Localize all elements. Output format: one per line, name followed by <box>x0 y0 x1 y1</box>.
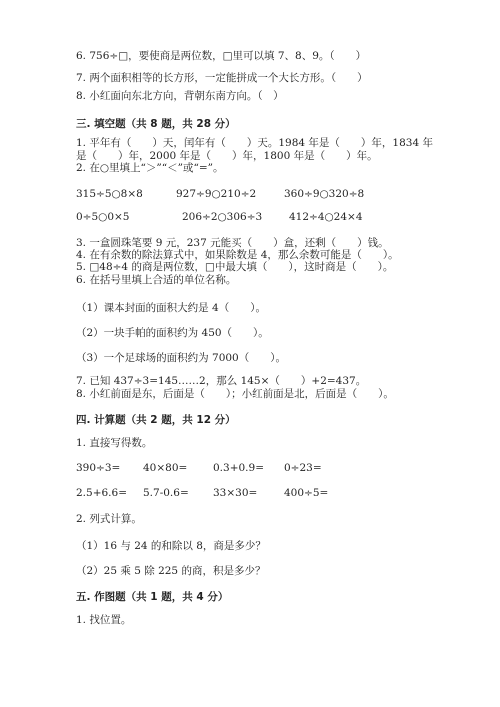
compare-item: 206÷2○306÷3 <box>182 211 263 223</box>
compare-row-1 <box>76 188 426 202</box>
calc-item: 40×80= <box>143 462 188 474</box>
fill-q5: 5. □48÷4 的商是两位数，□中最大填（ ），这时商是（ ）。 <box>76 261 394 273</box>
calc-q2-sub-2: （2）25 乘 5 除 225 的商，积是多少？ <box>76 565 266 577</box>
judge-item-6: 6. 756÷□，要使商是两位数，□里可以填 7、8、9。（ ） <box>76 50 367 62</box>
compare-item: 0÷5○0×5 <box>76 211 130 223</box>
compare-item: 315÷5○8×8 <box>76 188 143 200</box>
fill-q1-line1: 1. 平年有（ ）天，闰年有（ ）天。1984 年是（ ）年，1834 年 <box>76 137 433 149</box>
compare-item: 927÷9○210÷2 <box>176 188 257 200</box>
calc-item: 390÷3= <box>76 462 121 474</box>
section-3-heading: 三. 填空题（共 8 题，共 28 分） <box>76 118 236 130</box>
fill-q3: 3. 一盒圆珠笔要 9 元，237 元能买（ ）盒，还剩（ ）钱。 <box>76 237 389 249</box>
calc-item: 5.7-0.6= <box>143 487 189 499</box>
calc-q1: 1. 直接写得数。 <box>76 437 153 449</box>
fill-q4: 4. 在有余数的除法算式中，如果除数是 4，那么余数可能是（ ）。 <box>76 249 399 261</box>
calc-q2-sub-1: （1）16 与 24 的和除以 8，商是多少？ <box>76 540 266 552</box>
compare-item: 360÷9○320÷8 <box>284 188 365 200</box>
calc-row-2 <box>76 487 426 501</box>
draw-q1: 1. 找位置。 <box>76 614 132 626</box>
calc-q2: 2. 列式计算。 <box>76 513 142 525</box>
fill-q6-sub-3: （3）一个足球场的面积约为 7000（ ）。 <box>76 352 286 364</box>
fill-q6: 6. 在括号里填上合适的单位名称。 <box>76 274 237 286</box>
judge-item-8: 8. 小红面向东北方向，背朝东南方向。（ ） <box>76 90 284 102</box>
calc-item: 0÷23= <box>284 462 322 474</box>
fill-q2: 2. 在○里填上“＞”“＜”或“=”。 <box>76 162 224 174</box>
calc-item: 0.3+0.9= <box>213 462 264 474</box>
fill-q6-sub-2: （2）一块手帕的面积约为 450（ ）。 <box>76 327 269 339</box>
judge-item-7: 7. 两个面积相等的长方形，一定能拼成一个大长方形。（ ） <box>76 72 368 84</box>
section-5-heading: 五. 作图题（共 1 题，共 4 分） <box>76 591 229 603</box>
compare-item: 412÷4○24×4 <box>289 211 363 223</box>
section-4-heading: 四. 计算题（共 2 题，共 12 分） <box>76 414 236 426</box>
fill-q7: 7. 已知 437÷3=145……2，那么 145×（ ）+2=437。 <box>76 375 367 387</box>
fill-q1-line2: 是（ ）年，2000 年是（ ）年，1800 年是（ ）年。 <box>76 150 378 162</box>
fill-q6-sub-1: （1）课本封面的面积大约是 4（ ）。 <box>76 302 266 314</box>
fill-q8: 8. 小红前面是东，后面是（ ）；小红前面是北，后面是（ ）。 <box>76 388 394 400</box>
calc-row-1 <box>76 462 426 476</box>
calc-item: 33×30= <box>213 487 258 499</box>
calc-item: 2.5+6.6= <box>76 487 127 499</box>
calc-item: 400÷5= <box>284 487 329 499</box>
compare-row-2 <box>76 211 426 225</box>
